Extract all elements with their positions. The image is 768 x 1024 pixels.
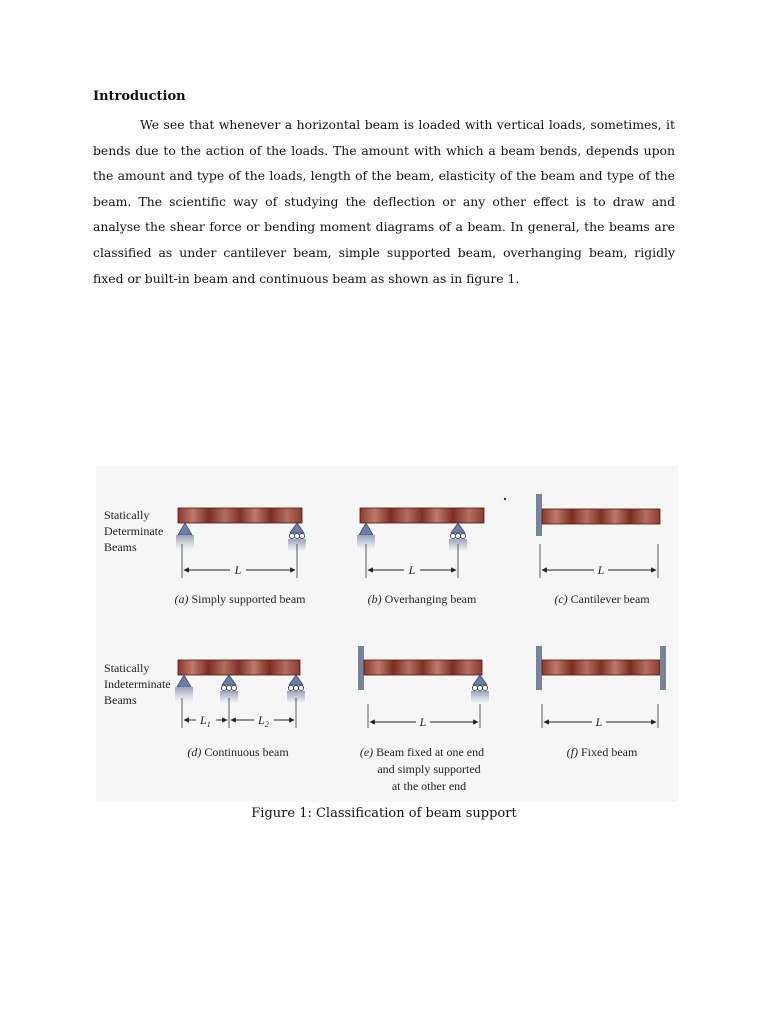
label-overhanging: (b) Overhanging beam	[367, 592, 477, 606]
svg-text:L: L	[597, 563, 605, 577]
section-heading: Introduction	[93, 89, 186, 104]
span-l1: $L_1$	[200, 713, 211, 729]
fixed-beam	[536, 646, 666, 759]
svg-text:L: L	[419, 715, 427, 729]
beam-diagram-svg	[96, 466, 678, 802]
beam-classification-figure	[96, 466, 678, 802]
simply-supported-beam	[175, 508, 307, 606]
indeterminate-row-label: Statically Indeterminate Beams	[104, 661, 171, 707]
label-fixed-simply-line3: at the other end	[391, 779, 467, 793]
span-l2: $L_2$	[258, 713, 269, 729]
svg-text:L: L	[234, 563, 242, 577]
propped-cantilever-beam	[358, 646, 489, 793]
label-fixed: (f) Fixed beam	[566, 745, 638, 759]
label-cantilever: (c) Cantilever beam	[554, 592, 650, 606]
continuous-beam	[175, 660, 305, 759]
overhanging-beam	[357, 498, 506, 606]
svg-text:L: L	[408, 563, 416, 577]
label-simply-supported: (a) Simply supported beam	[174, 592, 306, 606]
determinate-row-label: Statically Determinate Beams	[104, 508, 164, 554]
label-fixed-simply-line2: and simply supported	[377, 762, 481, 776]
label-fixed-simply-line1: (e) Beam fixed at one end	[359, 745, 485, 759]
svg-text:L: L	[595, 715, 603, 729]
cantilever-beam	[536, 494, 660, 606]
figure-caption: Figure 1: Classification of beam support	[251, 806, 517, 821]
label-continuous: (d) Continuous beam	[187, 745, 289, 759]
intro-paragraph: We see that whenever a horizontal beam is loaded with vertical loads, sometimes, it bends due to the action of the loads. The amount with which a beam bends, depends upon the amount and type of the loads, length of the beam, elasticity of the beam and type of the beam. The scientific way of studying the deflection or any other effect is to draw and analyse the shear force or bending moment diagrams of a beam. In general, the beams are classified as under cantilever beam, simple supported beam, overhanging beam, rigidly fixed or built-in beam and continuous beam as shown as in figure 1.	[93, 117, 675, 286]
